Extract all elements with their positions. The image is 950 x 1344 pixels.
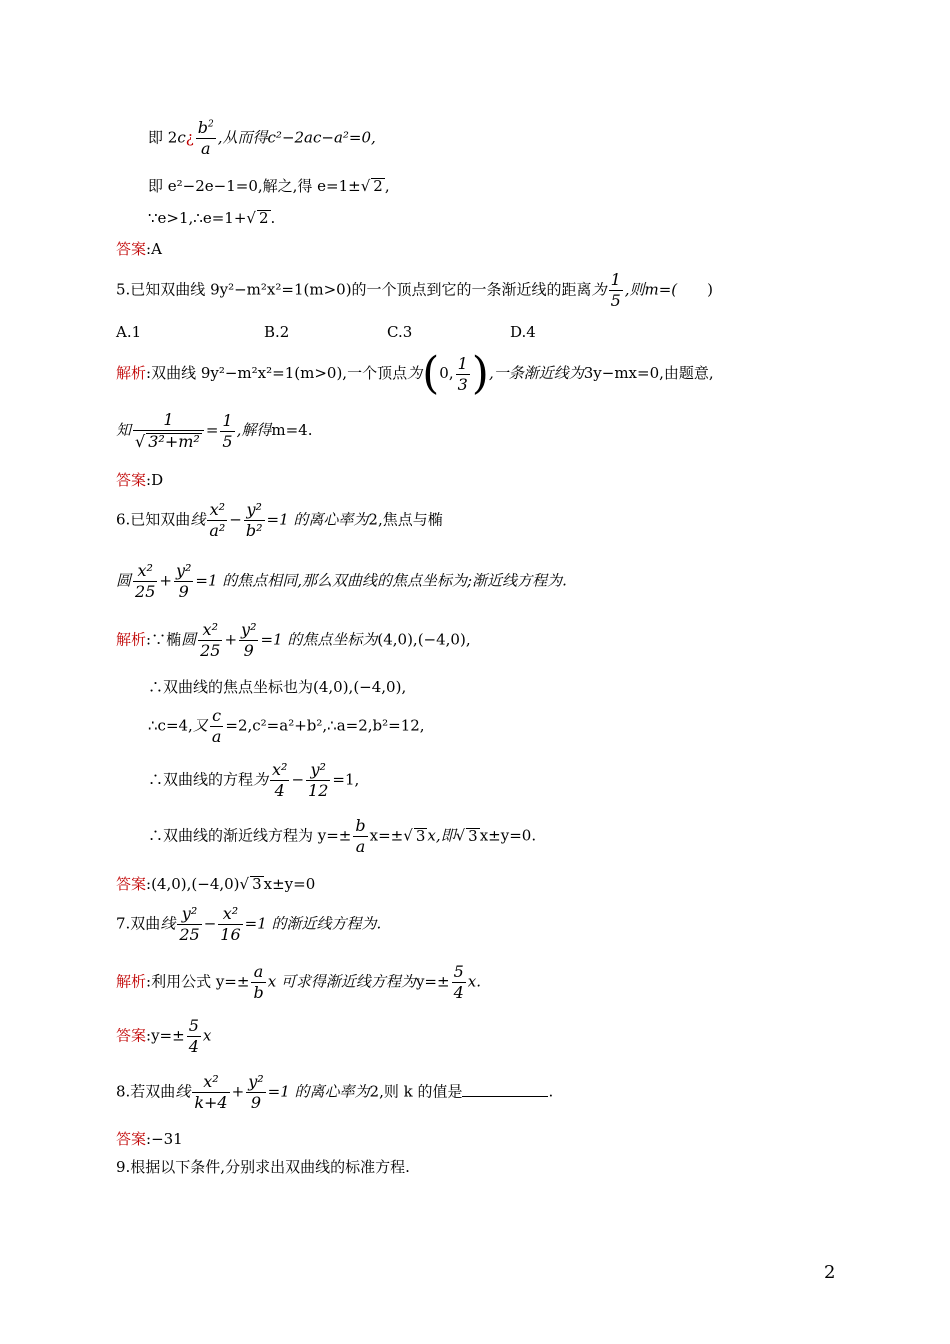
fraction xyxy=(353,818,367,855)
radicand: 3²+m² xyxy=(148,432,200,451)
radicand: 3 xyxy=(252,875,262,893)
text: x±y=0 xyxy=(263,875,316,893)
answer-5 xyxy=(116,473,163,488)
text: 线 xyxy=(175,1082,191,1101)
numerator: c xyxy=(210,708,224,727)
denominator: √ 3²+m² xyxy=(135,432,200,451)
numerator: a xyxy=(251,964,265,983)
text: x±y=0. xyxy=(479,826,537,845)
numerator: y² xyxy=(244,502,265,521)
solution-6-line5: ∴双曲线的渐近线方程为 y=± $\frac{b}{a}$ x=±√ 3 x,即√ 3 x±y=0. xyxy=(148,816,537,856)
text: ,从而得 xyxy=(217,128,268,147)
answer-label: 答案 xyxy=(116,1130,147,1148)
text: 线 xyxy=(160,914,176,933)
text: 圆 xyxy=(181,630,197,649)
text: 即 2 xyxy=(148,128,178,147)
fraction xyxy=(192,1074,229,1111)
text: y=± xyxy=(415,972,450,991)
fraction xyxy=(198,622,222,659)
numerator: y² xyxy=(177,906,201,925)
solution-label: 解析 xyxy=(116,972,147,991)
text: x,即 xyxy=(427,826,456,845)
answer-label: 答案 xyxy=(116,1026,147,1045)
text: (4,0),(−4,0), xyxy=(377,630,471,649)
numerator: y² xyxy=(248,1072,264,1091)
text: ,一条渐近线为 xyxy=(488,364,584,382)
fraction xyxy=(220,410,234,451)
fraction xyxy=(270,762,289,799)
text: x xyxy=(202,1026,212,1045)
text: :∵椭 xyxy=(146,630,182,649)
fraction xyxy=(251,964,265,1001)
denominator: a xyxy=(355,837,366,856)
numerator: 1 xyxy=(610,270,621,289)
q5-option-c: C.3 xyxy=(387,323,413,341)
text: 6.已知双曲 xyxy=(116,510,191,529)
question-6-line1 xyxy=(116,502,443,539)
answer-value: :(4,0),(−4,0) xyxy=(146,875,240,893)
q5-option-a: A.1 xyxy=(116,323,142,341)
denominator: 25 xyxy=(200,641,221,660)
fraction xyxy=(456,353,470,394)
text: ∵e>1,∴e=1+ xyxy=(148,209,247,227)
numerator: x² xyxy=(218,906,242,925)
text: 3y−mx=0,由题意, xyxy=(583,364,714,382)
fraction xyxy=(452,964,466,1001)
q5-option-d: D.4 xyxy=(510,323,536,341)
fraction xyxy=(174,563,193,600)
text: =2,c²=a²+b²,∴a=2,b²=12, xyxy=(225,716,425,735)
numerator: x² xyxy=(272,760,288,779)
denominator: 9 xyxy=(243,641,254,660)
text: + xyxy=(231,1082,245,1101)
numerator: 1 xyxy=(457,353,468,373)
text: ∴双曲线的渐近线方程为 y=± xyxy=(148,826,352,845)
text: 0 xyxy=(439,364,449,382)
text: . xyxy=(548,1082,554,1101)
numerator: 1 xyxy=(222,410,233,430)
denominator: 12 xyxy=(308,781,329,800)
solution-label: 解析 xyxy=(116,364,147,382)
denominator: 5 xyxy=(610,291,621,310)
denominator: 3 xyxy=(457,374,468,394)
text: 知 xyxy=(116,421,132,439)
text: x. xyxy=(467,972,481,991)
denominator: 5 xyxy=(222,431,233,451)
text: − xyxy=(203,914,217,933)
question-8 xyxy=(116,1074,553,1111)
text: 即 e²−2e−1=0,解之,得 e=1± xyxy=(148,177,361,195)
denominator: 4 xyxy=(453,983,464,1002)
radicand: 3 xyxy=(415,826,426,845)
denominator: k+4 xyxy=(194,1093,228,1112)
text: m=4. xyxy=(271,421,313,439)
solution-6-line4 xyxy=(148,762,359,799)
line-p2: 即 e²−2e−1=0,解之,得 e=1±√ 2 , xyxy=(148,177,390,195)
text: =1 的渐近线方程为. xyxy=(244,914,382,933)
text: 7.双曲 xyxy=(116,914,161,933)
radicand: 3 xyxy=(468,826,478,845)
text: c xyxy=(177,128,186,147)
solution-5-line2 xyxy=(116,412,312,450)
question-6-line2 xyxy=(116,563,567,600)
fraction xyxy=(207,502,227,539)
text: 5.已知双曲线 9y²−m²x²=1(m>0)的一个顶点到它的一条渐近线的距离 xyxy=(116,280,592,299)
text: ∴双曲线的方程 xyxy=(148,770,254,789)
numerator: y² xyxy=(175,561,192,580)
answer-value: :y=± xyxy=(146,1026,185,1045)
denominator: b² xyxy=(245,521,263,540)
text: ¿ xyxy=(185,128,194,147)
answer-label: 答案 xyxy=(116,471,147,489)
text: x 可求得渐近线方程为 xyxy=(267,972,416,991)
numerator: x² xyxy=(207,502,227,521)
text: =1, xyxy=(332,770,360,789)
text: =1 的离心率为 xyxy=(266,510,369,529)
solution-6-line2: ∴双曲线的焦点坐标也为(4,0),(−4,0), xyxy=(148,678,407,696)
paren: ) xyxy=(471,348,489,399)
q5-option-b: B.2 xyxy=(264,323,290,341)
answer-8 xyxy=(116,1132,183,1147)
text: =1 的离心率为 xyxy=(267,1082,370,1101)
fraction xyxy=(133,412,204,450)
answer-value: :A xyxy=(146,240,162,258)
numerator: x² xyxy=(192,1074,229,1093)
text: − xyxy=(229,510,242,529)
answer-blank[interactable] xyxy=(462,1082,548,1097)
text: . xyxy=(270,209,276,227)
solution-7 xyxy=(116,964,481,1001)
text: 2,则 k 的值是 xyxy=(369,1082,463,1101)
text: + xyxy=(224,630,238,649)
text: 线 xyxy=(190,510,206,529)
radicand: 2 xyxy=(373,177,383,195)
text: ) xyxy=(677,280,714,299)
numerator: 5 xyxy=(453,962,464,981)
numerator: 1 xyxy=(133,412,204,431)
fraction xyxy=(133,563,157,600)
denominator: b xyxy=(253,983,264,1002)
text: , xyxy=(384,177,390,195)
text: 圆 xyxy=(116,571,132,590)
text: 又 xyxy=(192,716,208,735)
radicand: 2 xyxy=(258,209,269,227)
text: 为 xyxy=(591,280,607,299)
fraction xyxy=(196,120,216,157)
line-p1 xyxy=(148,120,376,157)
denominator: 25 xyxy=(179,925,200,944)
text: 为 xyxy=(253,770,269,789)
fraction xyxy=(187,1018,201,1055)
answer-label: 答案 xyxy=(116,875,147,893)
text: = xyxy=(205,421,219,439)
text: ,解得 xyxy=(236,421,272,439)
text: ,则m=( xyxy=(624,280,678,299)
line-p3: ∵e>1,∴e=1+√ 2 . xyxy=(148,209,276,227)
answer-4 xyxy=(116,242,162,257)
denominator: 16 xyxy=(220,925,241,944)
fraction xyxy=(306,762,330,799)
text: ∴c=4, xyxy=(148,716,193,735)
text: c²−2ac−a²=0, xyxy=(267,128,376,147)
denominator: 4 xyxy=(274,781,285,800)
page-number: 2 xyxy=(824,1262,836,1283)
text: :利用公式 y=± xyxy=(146,972,250,991)
question-9: 9.根据以下条件,分别求出双曲线的标准方程. xyxy=(116,1158,410,1176)
denominator: a xyxy=(211,727,222,746)
question-7 xyxy=(116,906,381,943)
fraction xyxy=(244,502,265,539)
text: 2,焦点与椭 xyxy=(368,510,443,529)
numerator: x² xyxy=(198,622,222,641)
fraction xyxy=(239,622,258,659)
text: :双曲线 9y²−m²x²=1(m>0),一个顶点 xyxy=(146,364,408,382)
answer-value: :D xyxy=(146,471,164,489)
denominator: 9 xyxy=(250,1093,261,1112)
numerator: x² xyxy=(133,563,157,582)
fraction xyxy=(218,906,242,943)
text: =1 的焦点相同,那么双曲线的焦点坐标为;渐近线方程为. xyxy=(195,571,567,590)
text: 为 xyxy=(407,364,423,382)
solution-6-line1 xyxy=(116,622,471,659)
text: − xyxy=(291,770,305,789)
denominator: a xyxy=(200,139,211,158)
denominator: a² xyxy=(209,521,226,540)
answer-7 xyxy=(116,1018,211,1055)
text: + xyxy=(159,571,172,590)
solution-6-line3 xyxy=(148,708,425,745)
text: b xyxy=(197,118,209,137)
solution-label: 解析 xyxy=(116,630,147,649)
answer-label: 答案 xyxy=(116,240,147,258)
text: x=± xyxy=(369,826,404,845)
text: 8.若双曲 xyxy=(116,1082,176,1101)
denominator: 9 xyxy=(178,582,189,601)
numerator: b xyxy=(355,816,366,835)
fraction xyxy=(210,708,224,745)
fraction xyxy=(177,906,201,943)
exponent: 2 xyxy=(208,119,214,130)
fraction xyxy=(246,1074,265,1111)
answer-6: 答案:(4,0),(−4,0)√ 3 x±y=0 xyxy=(116,875,316,893)
text: =1 的焦点坐标为 xyxy=(260,630,378,649)
numerator xyxy=(196,120,216,139)
denominator: 25 xyxy=(135,582,156,601)
numerator: 5 xyxy=(188,1016,199,1035)
numerator: y² xyxy=(306,762,330,781)
denominator: 4 xyxy=(188,1037,199,1056)
fraction xyxy=(609,272,623,309)
answer-value: :−31 xyxy=(146,1130,183,1148)
question-5 xyxy=(116,272,713,309)
solution-5-line1: 解析:双曲线 9y²−m²x²=1(m>0),一个顶点为(0, $\frac{1}{3}$ ),一条渐近线为3y−mx=0,由题意, xyxy=(116,348,714,399)
paren: ( xyxy=(422,348,440,399)
numerator: y² xyxy=(241,620,257,639)
